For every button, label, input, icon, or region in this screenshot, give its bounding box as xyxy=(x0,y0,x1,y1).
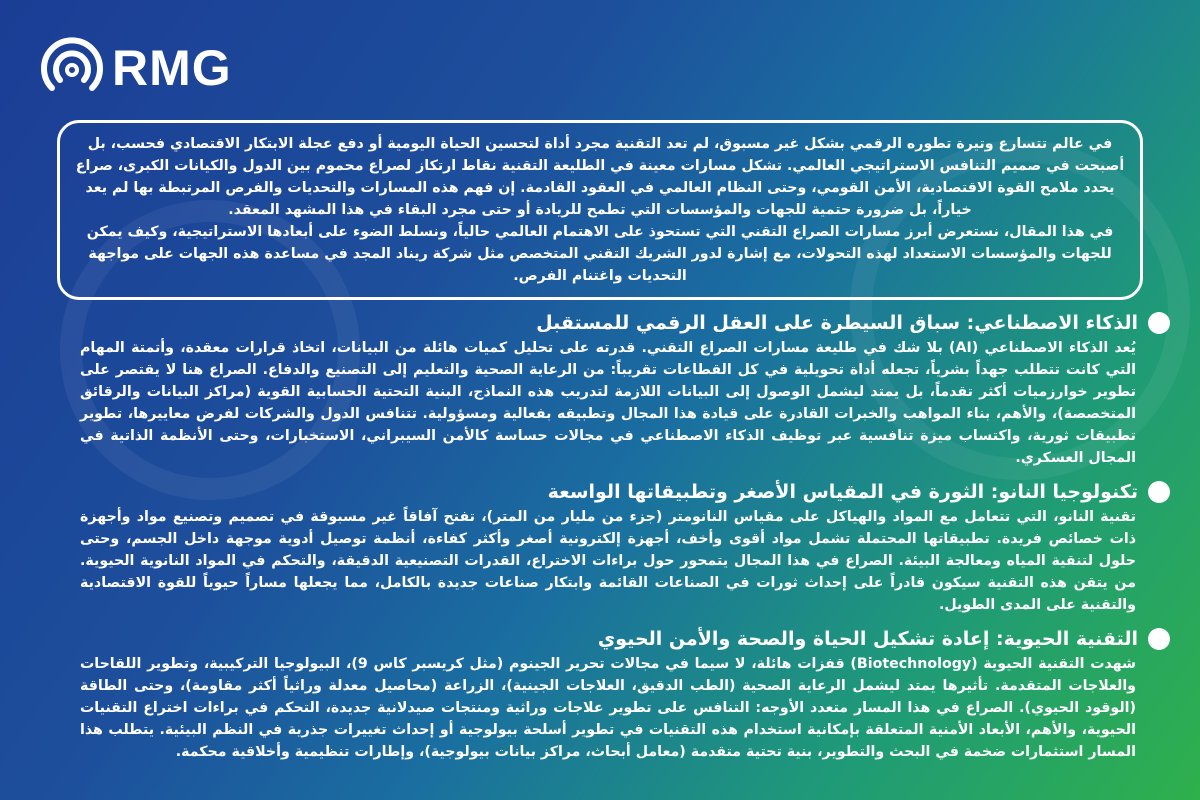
brand-name: RMG xyxy=(112,40,232,96)
intro-paragraph: في هذا المقال، نستعرض أبرز مسارات الصراع التقني التي تستحوذ على الاهتمام العالمي حالياً، ونسلط الضوء على أبعادها الاستراتيجية، وكيف يمكن للجهات والمؤسسات الاستعداد لهذه التحولات، مع إشارة لدور الشريك التقني المتخصص مثل شركة ريناد المجد في مساعدة هذه الجهات على مواجهة التحديات واغتنام الفرص. xyxy=(86,224,1114,284)
bullet-icon xyxy=(1148,628,1170,650)
intro-box xyxy=(57,120,1143,300)
section-title: تكنولوجيا النانو: الثورة في المقياس الأصغر وتطبيقاتها الواسعة xyxy=(547,481,1138,503)
bullet-icon xyxy=(1148,312,1170,334)
section-title: التقنية الحيوية: إعادة تشكيل الحياة والصحة والأمن الحيوي xyxy=(597,628,1138,650)
section-body: تقنية النانو، التي تتعامل مع المواد والهياكل على مقياس النانومتر (جزء من مليار من المتر)، تفتح آفاقاً غير مسبوقة في تصميم وتصنيع مواد وأجهزة ذات خصائص فريدة. تطبيقاتها المحتملة تشمل مواد أقوى وأخف، أجهزة إلكترونية أصغر وأكثر كفاءة، أنظمة توصيل أدوية موجهة داخل الجسم، وحتى حلول لتنقية المياه ومعالجة البيئة. الصراع في هذا المجال يتمحور حول براءات الاختراع، القدرات التصنيعية الدقيقة، والتحكم في المواد النانوية الحيوية. من يتقن هذه التقنية سيكون قادراً على إحداث ثورات في الصناعات القائمة وابتكار صناعات جديدة بالكامل، مما يجعلها مساراً حيوياً للقوة الاقتصادية والتقنية على المدى الطويل. xyxy=(80,509,1136,613)
section-ai xyxy=(80,312,1170,469)
intro-paragraph: في عالم تتسارع وتيرة تطوره الرقمي بشكل غير مسبوق، لم تعد التقنية مجرد أداة لتحسين الحياة اليومية أو دفع عجلة الابتكار الاقتصادي فحسب، بل أصبحت في صميم التنافس الاستراتيجي العالمي. تشكل مسارات معينة في الطليعة التقنية نقاط ارتكاز لصراع محموم بين الدول والكيانات الكبرى، صراع يحدد ملامح القوة الاقتصادية، الأمن القومي، وحتى النظام العالمي في العقود القادمة. إن فهم هذه المسارات والتحديات والفرص المرتبطة بها لم يعد خياراً، بل ضرورة حتمية للجهات والمؤسسات التي تطمح للريادة أو حتى مجرد البقاء في هذا المشهد المعقد. xyxy=(75,136,1125,218)
bullet-icon xyxy=(1148,481,1170,503)
section-biotech xyxy=(80,628,1170,763)
section-nano xyxy=(80,481,1170,616)
section-title: الذكاء الاصطناعي: سباق السيطرة على العقل الرقمي للمستقبل xyxy=(536,312,1138,334)
section-body: شهدت التقنية الحيوية (Biotechnology) قفزات هائلة، لا سيما في مجالات تحرير الجينوم (مثل كريسبر كاس 9)، البيولوجيا التركيبية، وتطوير اللقاحات والعلاجات المتقدمة. تأثيرها يمتد ليشمل الرعاية الصحية (الطب الدقيق، العلاجات الجينية)، الزراعة (محاصيل معدلة وراثياً أكثر مقاومة)، وحتى الطاقة (الوقود الحيوي). الصراع في هذا المسار متعدد الأوجه: التنافس على تطوير علاجات وراثية ومنتجات صيدلانية جديدة، التحكم في براءات اختراع التقنيات الحيوية، والأهم، الأبعاد الأمنية المتعلقة بإمكانية استخدام هذه التقنيات في تطوير أسلحة بيولوجية أو إحداث تغييرات جذرية في النظم البيئية. يتطلب هذا المسار استثمارات ضخمة في البحث والتطوير، بنية تحتية متقدمة (معامل أبحاث، مراكز بيانات بيولوجية)، وإطارات تنظيمية وأخلاقية محكمة. xyxy=(80,656,1136,760)
section-body: يُعد الذكاء الاصطناعي (AI) بلا شك في طليعة مسارات الصراع التقني. قدرته على تحليل كميات هائلة من البيانات، اتخاذ قرارات معقدة، وأتمتة المهام التي كانت تتطلب جهداً بشرياً، تجعله أداة تحويلية في كل القطاعات تقريباً: من الرعاية الصحية والتعليم إلى التصنيع والدفاع. الصراع هنا لا يقتصر على تطوير خوارزميات أكثر تقدماً، بل يمتد ليشمل الوصول إلى البيانات اللازمة لتدريب هذه النماذج، البنية التحتية الحسابية القوية (مراكز البيانات والرقائق المتخصصة)، والأهم، بناء المواهب والخبرات القادرة على قيادة هذا المجال وتطبيقه بفعالية ومسؤولية. تتنافس الدول والشركات لفرض معاييرها، تطوير تطبيقات ثورية، واكتساب ميزة تنافسية عبر توظيف الذكاء الاصطناعي في مجالات حساسة كالأمن السيبراني، الاستخبارات، وحتى الأنظمة الذاتية في المجال العسكري. xyxy=(80,340,1136,466)
